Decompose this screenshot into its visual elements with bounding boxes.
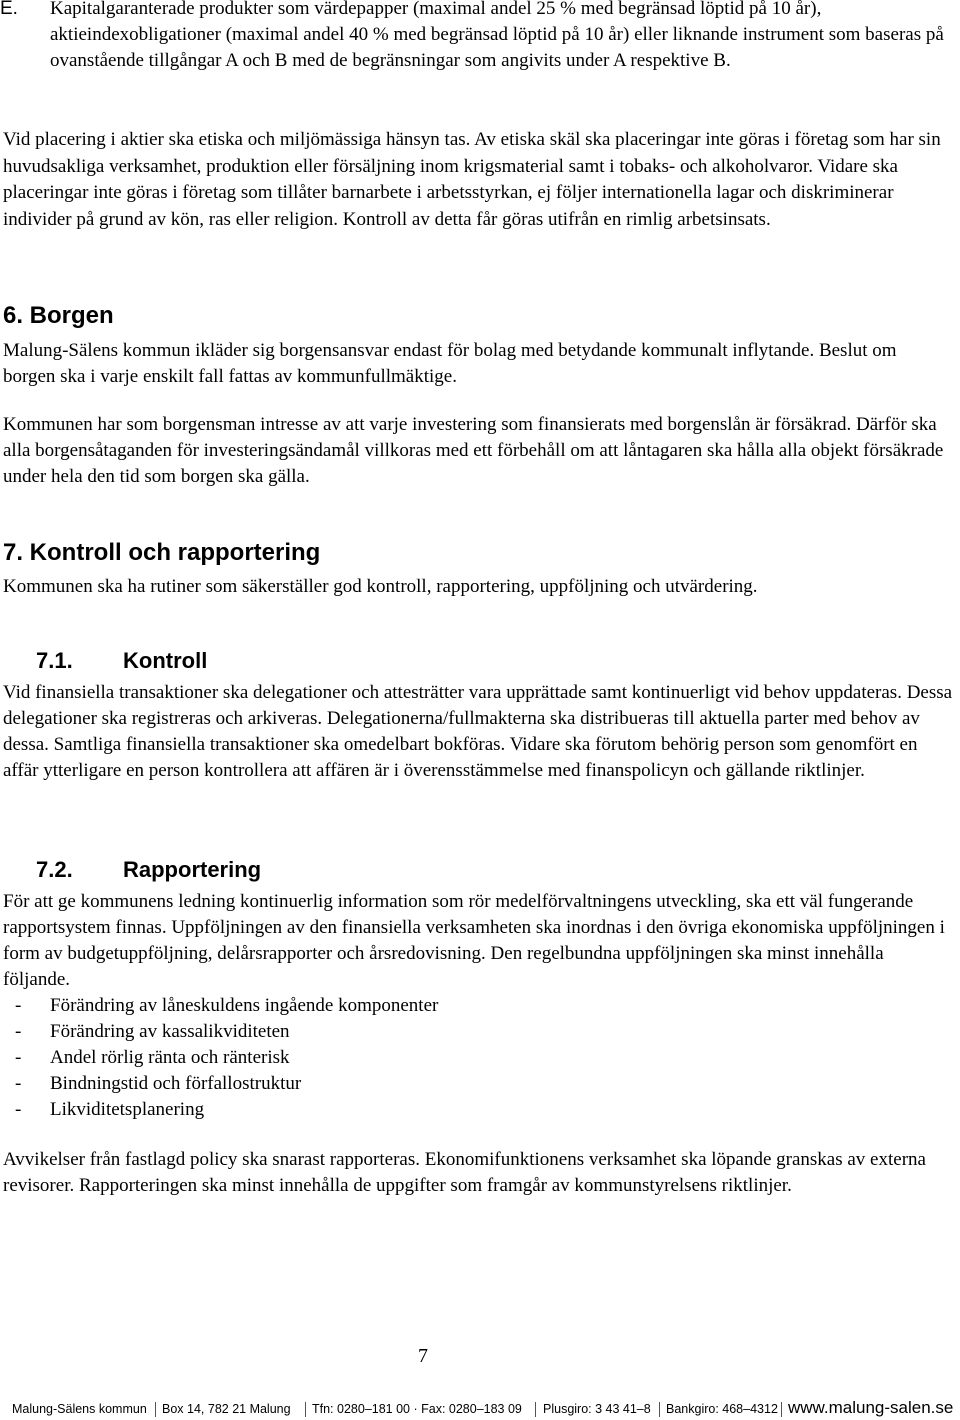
- section-7-2-paragraph-2: Avvikelser från fastlagd policy ska snarast rapporteras. Ekonomifunktionens verksamhet ska löpande granskas av externa revisorer. Rapporteringen ska minst innehålla de uppgifter som framgår av kommunstyrelsens riktlinjer.: [3, 1149, 926, 1196]
- list-item: - Likviditetsplanering: [3, 1097, 953, 1123]
- list-item-text: Kapitalgaranterade produkter som värdepapper (maximal andel 25 % med begränsad löptid på 10 år), aktieindexobligationer (maximal andel 40 % med begränsad löptid på 10 år) eller liknande instrument som baseras på ovanstående tillgångar A och B med de begränsningar som angivits under A respektive B.: [50, 0, 944, 71]
- bullet-dash: -: [15, 1047, 22, 1068]
- bullet-dash: -: [15, 1021, 22, 1042]
- footer: [0, 1398, 960, 1420]
- list-item-e: [0, 0, 950, 74]
- section-7-2-paragraph-1: För att ge kommunens ledning kontinuerlig information som rör medelförvaltningens utveckling, ska ett väl fungerande rapportsystem finnas. Uppföljningen av den finansiella verksamheten ska inordnas i den övriga ekonomiska uppföljningen i form av budgetuppföljning, delårsrapporter och årsredovisning. Den regelbundna uppföljningen ska minst innehålla följande.: [3, 891, 945, 990]
- footer-phone-fax: Tfn: 0280–181 00 · Fax: 0280–183 09: [312, 1402, 522, 1416]
- section-title: Rapportering: [123, 857, 262, 882]
- footer-org: Malung-Sälens kommun: [12, 1402, 147, 1416]
- bullet-dash: -: [15, 1073, 22, 1094]
- footer-divider: [305, 1402, 306, 1417]
- footer-divider: [659, 1402, 660, 1417]
- footer-divider: [781, 1402, 782, 1417]
- section-7-paragraph: Kommunen ska ha rutiner som säkerställer god kontroll, rapportering, uppföljning och utvärdering.: [3, 576, 758, 597]
- page-number: 7: [418, 1345, 428, 1367]
- footer-bankgiro: Bankgiro: 468–4312: [666, 1402, 778, 1416]
- list-item: - Bindningstid och förfallostruktur: [3, 1071, 953, 1097]
- footer-website-link[interactable]: www.malung-salen.se: [788, 1398, 954, 1417]
- footer-address: Box 14, 782 21 Malung: [162, 1402, 291, 1416]
- section-6-paragraph-1: Malung-Sälens kommun ikläder sig borgensansvar endast för bolag med betydande kommunalt inflytande. Beslut om borgen ska i varje enskilt fall fattas av kommunfullmäktige.: [3, 340, 897, 387]
- list-item: - Andel rörlig ränta och ränterisk: [3, 1045, 953, 1071]
- section-7-heading: 7. Kontroll och rapportering: [3, 539, 321, 566]
- bullet-dash: -: [15, 995, 22, 1016]
- bullet-dash: -: [15, 1099, 22, 1120]
- list-marker: E.: [0, 0, 18, 19]
- section-6-heading: 6. Borgen: [3, 302, 114, 329]
- section-number: 7.1.: [36, 648, 73, 673]
- list-item: - Förändring av låneskuldens ingående komponenter: [3, 993, 953, 1019]
- section-7-1-heading: [3, 647, 953, 675]
- section-7-1-paragraph: Vid finansiella transaktioner ska delegationer och attesträtter vara upprättade samt kontinuerligt vid behov uppdateras. Dessa delegationer ska registreras och arkiveras. Delegationerna/fullmakterna ska distribueras till aktuella parter med behov av dessa. Samtliga finansiella transaktioner ska omedelbart bokföras. Vidare ska förutom behörig person som genomfört en affär ytterligare en person kontrollera att affären är i överensstämmelse med finanspolicyn och gällande riktlinjer.: [3, 682, 953, 781]
- footer-plusgiro: Plusgiro: 3 43 41–8: [543, 1402, 651, 1416]
- section-title: Kontroll: [123, 648, 208, 673]
- ethics-paragraph: Vid placering i aktier ska etiska och miljömässiga hänsyn tas. Av etiska skäl ska placeringar inte göras i företag som har sin huvudsakliga verksamhet, produktion eller försäljning inom krigsmaterial samt i tobaks- och alkoholvaror. Vidare ska placeringar inte göras i företag som tillåter barnarbete i arbetsstyrkan, ej följer internationella lagar och diskriminerar individer på grund av kön, ras eller religion. Kontroll av detta får göras utifrån en rimlig arbetsinsats.: [3, 129, 941, 230]
- section-number: 7.2.: [36, 857, 73, 882]
- list-item: - Förändring av kassalikviditeten: [3, 1019, 953, 1045]
- report-content-list: [3, 993, 953, 1123]
- footer-divider: [535, 1402, 536, 1417]
- footer-divider: [155, 1402, 156, 1417]
- section-6-paragraph-2: Kommunen har som borgensman intresse av att varje investering som finansierats med borgenslån är försäkrad. Därför ska alla borgensåtaganden för investeringsändamål villkoras med ett förbehåll om att låntagaren ska hålla alla objekt försäkrade under hela den tid som borgen ska gälla.: [3, 414, 944, 487]
- section-7-2-heading: [3, 856, 953, 884]
